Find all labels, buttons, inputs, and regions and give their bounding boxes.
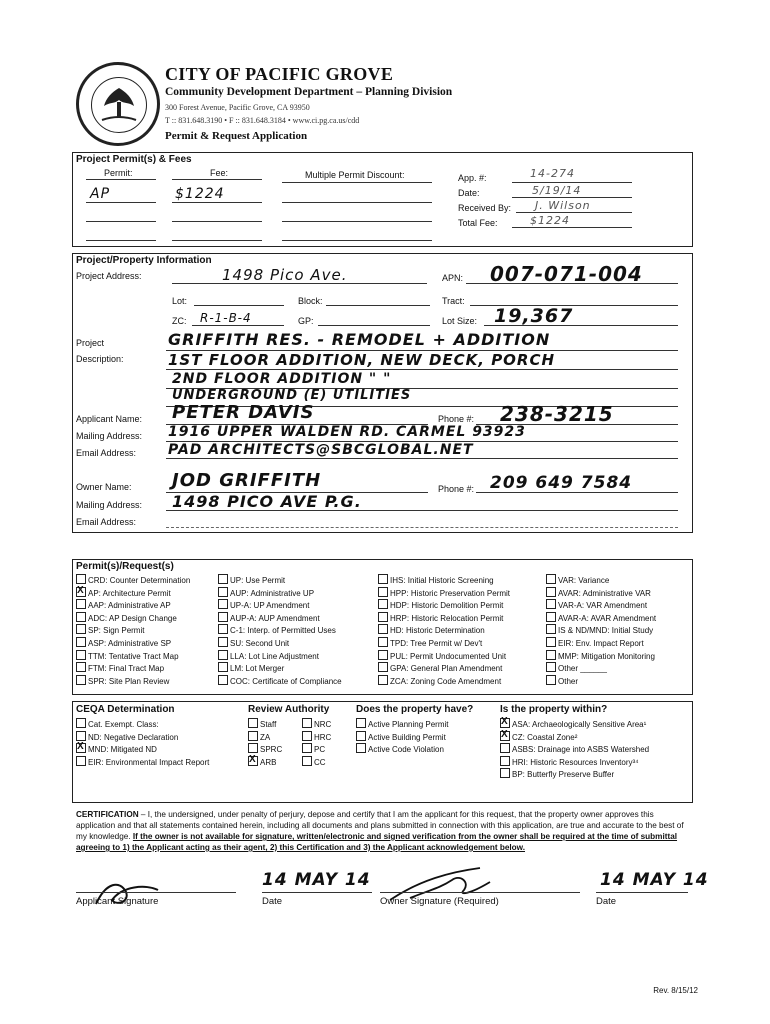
request-option-col1-4[interactable] (76, 624, 144, 635)
option-label: GPA: General Plan Amendment (390, 664, 503, 674)
property-have-option-0[interactable] (356, 718, 448, 729)
request-option-col2-0[interactable] (218, 574, 285, 585)
review-authority-title: Review Authority (248, 704, 330, 715)
checkbox[interactable] (378, 637, 388, 647)
discount-label: Multiple Permit Discount: (305, 170, 405, 180)
checkbox[interactable] (218, 574, 228, 584)
option-label: SU: Second Unit (230, 639, 290, 648)
option-label: ADC: AP Design Change (88, 613, 177, 623)
fees-section-title: Project Permit(s) & Fees (76, 154, 192, 165)
zone-code-label: ZC: (172, 316, 187, 326)
request-option-col1-2[interactable] (76, 599, 171, 610)
applicant-name-value[interactable]: PETER DAVIS (172, 402, 315, 423)
revision-date: Rev. 8/15/12 (653, 986, 698, 995)
option-label: AAP: Administrative AP (88, 601, 171, 611)
option-label: NRC (314, 720, 332, 729)
ceqa-option-1[interactable] (76, 731, 178, 742)
apn-value[interactable]: 007-071-004 (490, 262, 643, 286)
owner-signature-label: Owner Signature (Required) (380, 896, 499, 907)
option-label: HDP: Historic Demolition Permit (390, 601, 504, 611)
ceqa-title: CEQA Determination (76, 704, 175, 715)
department-name: Community Development Department – Planning Division (165, 86, 453, 98)
checkbox[interactable] (546, 650, 556, 660)
property-within-option-2[interactable] (500, 743, 649, 754)
checkbox[interactable] (546, 624, 556, 634)
fees-section (72, 152, 693, 247)
requests-section-title: Permit(s)/Request(s) (76, 561, 174, 572)
option-label: HRI: Historic Resources Inventory³⁴ (512, 757, 639, 767)
date-value[interactable]: 5/19/14 (532, 184, 582, 197)
checkbox[interactable] (500, 718, 510, 728)
checkbox[interactable] (546, 662, 556, 672)
checkbox[interactable] (76, 662, 86, 672)
applicant-phone-value[interactable]: 238-3215 (500, 402, 614, 426)
checkbox[interactable] (76, 743, 86, 753)
ceqa-option-0[interactable] (76, 718, 159, 729)
applicant-date-label: Date (262, 896, 283, 907)
option-label: AUP: Administrative UP (230, 588, 315, 598)
received-by-value[interactable]: J. Wilson (535, 199, 591, 212)
option-label: ND: Negative Declaration (88, 732, 179, 742)
date-label: Date: (458, 188, 480, 198)
property-within-option-4[interactable] (500, 768, 614, 779)
checkbox[interactable] (218, 637, 228, 647)
total-fee-value[interactable]: $1224 (530, 214, 570, 227)
owner-mailing-label: Mailing Address: (76, 500, 143, 510)
checkbox[interactable] (76, 718, 86, 728)
property-have-option-1[interactable] (356, 731, 446, 742)
review-option-7[interactable] (302, 756, 326, 767)
request-option-col1-3[interactable] (76, 612, 177, 623)
total-fee-label: Total Fee: (458, 218, 498, 228)
owner-date-label: Date (596, 896, 617, 907)
checkbox[interactable] (378, 587, 388, 597)
lot-size-label: Lot Size: (442, 316, 478, 326)
lot-label: Lot: (172, 296, 188, 306)
permit-value[interactable]: AP (90, 186, 111, 202)
option-label: Cat. Exempt. Class: (88, 720, 159, 729)
checkbox[interactable] (378, 650, 388, 660)
request-option-col1-5[interactable] (76, 637, 171, 648)
applicant-mailing-label: Mailing Address: (76, 431, 143, 441)
checkbox[interactable] (378, 574, 388, 584)
app-number-label: App. #: (458, 173, 487, 183)
request-option-col4-6[interactable] (546, 650, 655, 661)
lot-size-value[interactable]: 19,367 (494, 305, 574, 327)
checkbox[interactable] (546, 637, 556, 647)
review-option-6[interactable] (248, 756, 276, 767)
request-option-col2-7[interactable] (218, 662, 284, 673)
request-option-col2-8[interactable] (218, 675, 342, 686)
property-have-option-2[interactable] (356, 743, 444, 754)
option-label: CC (314, 757, 326, 767)
checkbox[interactable] (218, 650, 228, 660)
request-option-col2-5[interactable] (218, 637, 289, 648)
request-option-col4-4[interactable] (546, 624, 653, 635)
option-label: MMP: Mitigation Monitoring (558, 651, 655, 661)
block-label: Block: (298, 296, 323, 306)
certification-owner-note: If the owner is not available for signature, written/electronic and signed verification from the owner shall be required at the time of submittal agreeing to 1) the Applicant acting as their agent, 2) this Certification and 3) the Applicant acknowledgement below. (76, 832, 678, 852)
option-label: PUL: Permit Undocumented Unit (390, 651, 507, 661)
option-label: SPRC (260, 745, 283, 755)
city-address: 300 Forest Avenue, Pacific Grove, CA 93950 (165, 103, 310, 112)
checkbox[interactable] (546, 599, 556, 609)
checkbox[interactable] (76, 587, 86, 597)
checkbox[interactable] (218, 587, 228, 597)
request-option-col4-2[interactable] (546, 599, 647, 610)
checkbox[interactable] (76, 574, 86, 584)
ceqa-option-3[interactable] (76, 756, 209, 767)
checkbox[interactable] (76, 650, 86, 660)
request-option-col4-0[interactable] (546, 574, 609, 585)
option-label: AVAR: Administrative VAR (558, 588, 651, 598)
option-label: VAR: Variance (558, 576, 610, 585)
option-label: COC: Certificate of Compliance (230, 676, 342, 686)
checkbox[interactable] (248, 718, 258, 728)
city-seal-logo (76, 62, 160, 146)
applicant-phone-label: Phone #: (438, 414, 475, 424)
request-option-col2-6[interactable] (218, 650, 319, 661)
option-label: BP: Butterfly Preserve Buffer (512, 770, 615, 780)
request-option-col1-0[interactable] (76, 574, 190, 585)
fee-col-label: Fee: (210, 168, 229, 178)
checkbox[interactable] (218, 624, 228, 634)
ceqa-option-2[interactable] (76, 743, 157, 754)
option-label: Other (558, 676, 579, 686)
checkbox[interactable] (378, 675, 388, 685)
request-option-col1-8[interactable] (76, 675, 169, 686)
applicant-email-label: Email Address: (76, 448, 137, 458)
option-label: ASBS: Drainage into ASBS Watershed (512, 745, 650, 755)
owner-name-value[interactable]: JOD GRIFFITH (172, 470, 322, 491)
option-label: HRP: Historic Relocation Permit (390, 613, 504, 623)
option-label: CRD: Counter Determination (88, 576, 191, 585)
checkbox[interactable] (76, 624, 86, 634)
checkbox[interactable] (500, 731, 510, 741)
request-option-col3-5[interactable] (378, 637, 482, 648)
checkbox[interactable] (546, 574, 556, 584)
option-label: Active Planning Permit (368, 720, 449, 729)
project-desc-label-2: Description: (76, 354, 124, 364)
applicant-name-label: Applicant Name: (76, 414, 143, 424)
option-label: ZCA: Zoning Code Amendment (390, 676, 502, 686)
option-label: Active Building Permit (368, 732, 446, 742)
option-label: AVAR-A: AVAR Amendment (558, 613, 657, 623)
checkbox[interactable] (378, 662, 388, 672)
applicant-mailing-value[interactable]: 1916 UPPER WALDEN RD. CARMEL 93923 (168, 424, 526, 440)
certification-lead: CERTIFICATION (76, 810, 139, 819)
request-option-col1-7[interactable] (76, 662, 164, 673)
checkbox[interactable] (378, 612, 388, 622)
option-label: SPR: Site Plan Review (88, 676, 170, 686)
apn-label: APN: (442, 273, 464, 283)
owner-mailing-value[interactable]: 1498 PICO AVE P.G. (172, 492, 362, 511)
option-label: ASA: Archaeologically Sensitive Area¹ (512, 720, 647, 729)
request-option-col1-6[interactable] (76, 650, 179, 661)
checkbox[interactable] (218, 675, 228, 685)
option-label: LM: Lot Merger (230, 664, 285, 674)
checkbox[interactable] (546, 612, 556, 622)
fee-value[interactable]: $1224 (175, 186, 225, 202)
review-option-4[interactable] (248, 743, 282, 754)
project-address-label: Project Address: (76, 271, 142, 281)
review-option-2[interactable] (248, 731, 270, 742)
checkbox[interactable] (378, 624, 388, 634)
checkbox[interactable] (76, 756, 86, 766)
request-option-col1-1[interactable] (76, 587, 171, 598)
certification-text (76, 809, 688, 853)
property-within-option-3[interactable] (500, 756, 639, 767)
option-label: ARB (260, 757, 277, 767)
option-label: EIR: Env. Impact Report (558, 639, 644, 648)
checkbox[interactable] (302, 718, 312, 728)
city-name: CITY OF PACIFIC GROVE (165, 64, 394, 84)
checkbox[interactable] (356, 743, 366, 753)
checkbox[interactable] (248, 731, 258, 741)
project-address-value[interactable]: 1498 Pico Ave. (222, 266, 348, 284)
option-label: VAR-A: VAR Amendment (558, 601, 648, 611)
checkbox[interactable] (218, 662, 228, 672)
checkbox[interactable] (76, 599, 86, 609)
option-label: Staff (260, 720, 277, 729)
review-option-1[interactable] (302, 718, 331, 729)
applicant-signature-label: Applicant Signature (76, 896, 159, 907)
certification-body: – I, the undersigned, under penalty of perjury, depose and certify that I am the applicant for this request, that the property owner approves this application and that all statements contained herein, including all documents and plans submitted in connection with this application, are true and accurate to the best of my knowledge. (76, 810, 684, 841)
option-label: HD: Historic Determination (390, 626, 485, 636)
general-plan-label: GP: (298, 316, 314, 326)
checkbox[interactable] (76, 612, 86, 622)
request-option-col4-5[interactable] (546, 637, 644, 648)
review-option-0[interactable] (248, 718, 276, 729)
checkbox[interactable] (356, 718, 366, 728)
option-label: ZA (260, 732, 271, 742)
request-option-col2-3[interactable] (218, 612, 320, 623)
request-option-col3-2[interactable] (378, 599, 503, 610)
option-label: TTM: Tentative Tract Map (88, 651, 179, 661)
option-label: LLA: Lot Line Adjustment (230, 651, 319, 661)
tree-emblem-icon (92, 78, 146, 132)
request-option-col2-1[interactable] (218, 587, 314, 598)
request-option-col2-2[interactable] (218, 599, 309, 610)
tract-label: Tract: (442, 296, 465, 306)
zone-code-value[interactable]: R-1-B-4 (200, 311, 252, 325)
property-within-option-1[interactable] (500, 731, 577, 742)
checkbox[interactable] (356, 731, 366, 741)
owner-phone-label: Phone #: (438, 484, 475, 494)
option-label: Active Code Violation (368, 745, 444, 755)
form-title: Permit & Request Application (165, 130, 308, 142)
checkbox[interactable] (248, 756, 258, 766)
request-option-col4-8[interactable] (546, 675, 578, 686)
checkbox[interactable] (500, 768, 510, 778)
property-have-title: Does the property have? (356, 704, 474, 715)
checkbox[interactable] (76, 731, 86, 741)
project-desc-line-2[interactable]: 1ST FLOOR ADDITION, NEW DECK, PORCH (168, 351, 556, 369)
request-option-col4-1[interactable] (546, 587, 651, 598)
option-label: SP: Sign Permit (88, 626, 145, 636)
option-label: UP: Use Permit (230, 576, 286, 585)
request-option-col3-7[interactable] (378, 662, 502, 673)
property-within-title: Is the property within? (500, 704, 608, 715)
request-option-col3-4[interactable] (378, 624, 485, 635)
request-option-col3-8[interactable] (378, 675, 501, 686)
option-label: HRC (314, 732, 332, 742)
option-label: HPP: Historic Preservation Permit (390, 588, 511, 598)
option-label: Other ______ (558, 664, 607, 674)
checkbox[interactable] (500, 756, 510, 766)
checkbox[interactable] (76, 637, 86, 647)
checkbox[interactable] (546, 587, 556, 597)
request-option-col3-6[interactable] (378, 650, 506, 661)
option-label: C-1: Interp. of Permitted Uses (230, 626, 336, 636)
app-number-value[interactable]: 14-274 (530, 167, 575, 180)
checkbox[interactable] (500, 743, 510, 753)
request-option-col3-1[interactable] (378, 587, 510, 598)
request-option-col2-4[interactable] (218, 624, 336, 635)
option-label: IS & ND/MND: Initial Study (558, 626, 654, 636)
request-option-col3-0[interactable] (378, 574, 494, 585)
applicant-date-value[interactable]: 14 MAY 14 (262, 870, 371, 890)
received-by-label: Received By: (458, 203, 512, 213)
checkbox[interactable] (378, 599, 388, 609)
checkbox[interactable] (248, 743, 258, 753)
option-label: PC (314, 745, 326, 755)
checkbox[interactable] (218, 612, 228, 622)
checkbox[interactable] (546, 675, 556, 685)
owner-name-label: Owner Name: (76, 482, 132, 492)
option-label: TPD: Tree Permit w/ Dev't (390, 639, 483, 648)
property-within-option-0[interactable] (500, 718, 646, 729)
option-label: UP-A: UP Amendment (230, 601, 310, 611)
option-label: AP: Architecture Permit (88, 588, 171, 598)
owner-phone-value[interactable]: 209 649 7584 (490, 473, 633, 493)
project-desc-line-4[interactable]: UNDERGROUND (E) UTILITIES (172, 388, 412, 403)
applicant-email-value[interactable]: PAD ARCHITECTS@SBCGLOBAL.NET (168, 442, 474, 458)
option-label: MND: Mitigated ND (88, 745, 157, 755)
permit-col-label: Permit: (104, 168, 133, 178)
option-label: IHS: Initial Historic Screening (390, 576, 494, 585)
checkbox[interactable] (302, 731, 312, 741)
review-option-5[interactable] (302, 743, 325, 754)
checkbox[interactable] (302, 756, 312, 766)
request-option-col4-7[interactable] (546, 662, 607, 673)
review-option-3[interactable] (302, 731, 331, 742)
project-desc-line-1[interactable]: GRIFFITH RES. - REMODEL + ADDITION (168, 330, 551, 349)
checkbox[interactable] (76, 675, 86, 685)
request-option-col3-3[interactable] (378, 612, 503, 623)
owner-email-label: Email Address: (76, 517, 137, 527)
seal-inner-ring (91, 77, 147, 133)
owner-date-value[interactable]: 14 MAY 14 (600, 870, 709, 890)
city-contact: T :: 831.648.3190 • F :: 831.648.3184 • www.ci.pg.ca.us/cdd (165, 116, 360, 125)
project-desc-line-3[interactable]: 2ND FLOOR ADDITION " " (172, 371, 392, 387)
checkbox[interactable] (218, 599, 228, 609)
checkbox[interactable] (302, 743, 312, 753)
project-section-title: Project/Property Information (76, 255, 212, 266)
option-label: AUP-A: AUP Amendment (230, 613, 320, 623)
option-label: CZ: Coastal Zone² (512, 732, 578, 742)
option-label: EIR: Environmental Impact Report (88, 757, 210, 767)
request-option-col4-3[interactable] (546, 612, 656, 623)
project-desc-label-1: Project (76, 338, 105, 348)
option-label: ASP: Administrative SP (88, 639, 172, 648)
option-label: FTM: Final Tract Map (88, 664, 165, 674)
